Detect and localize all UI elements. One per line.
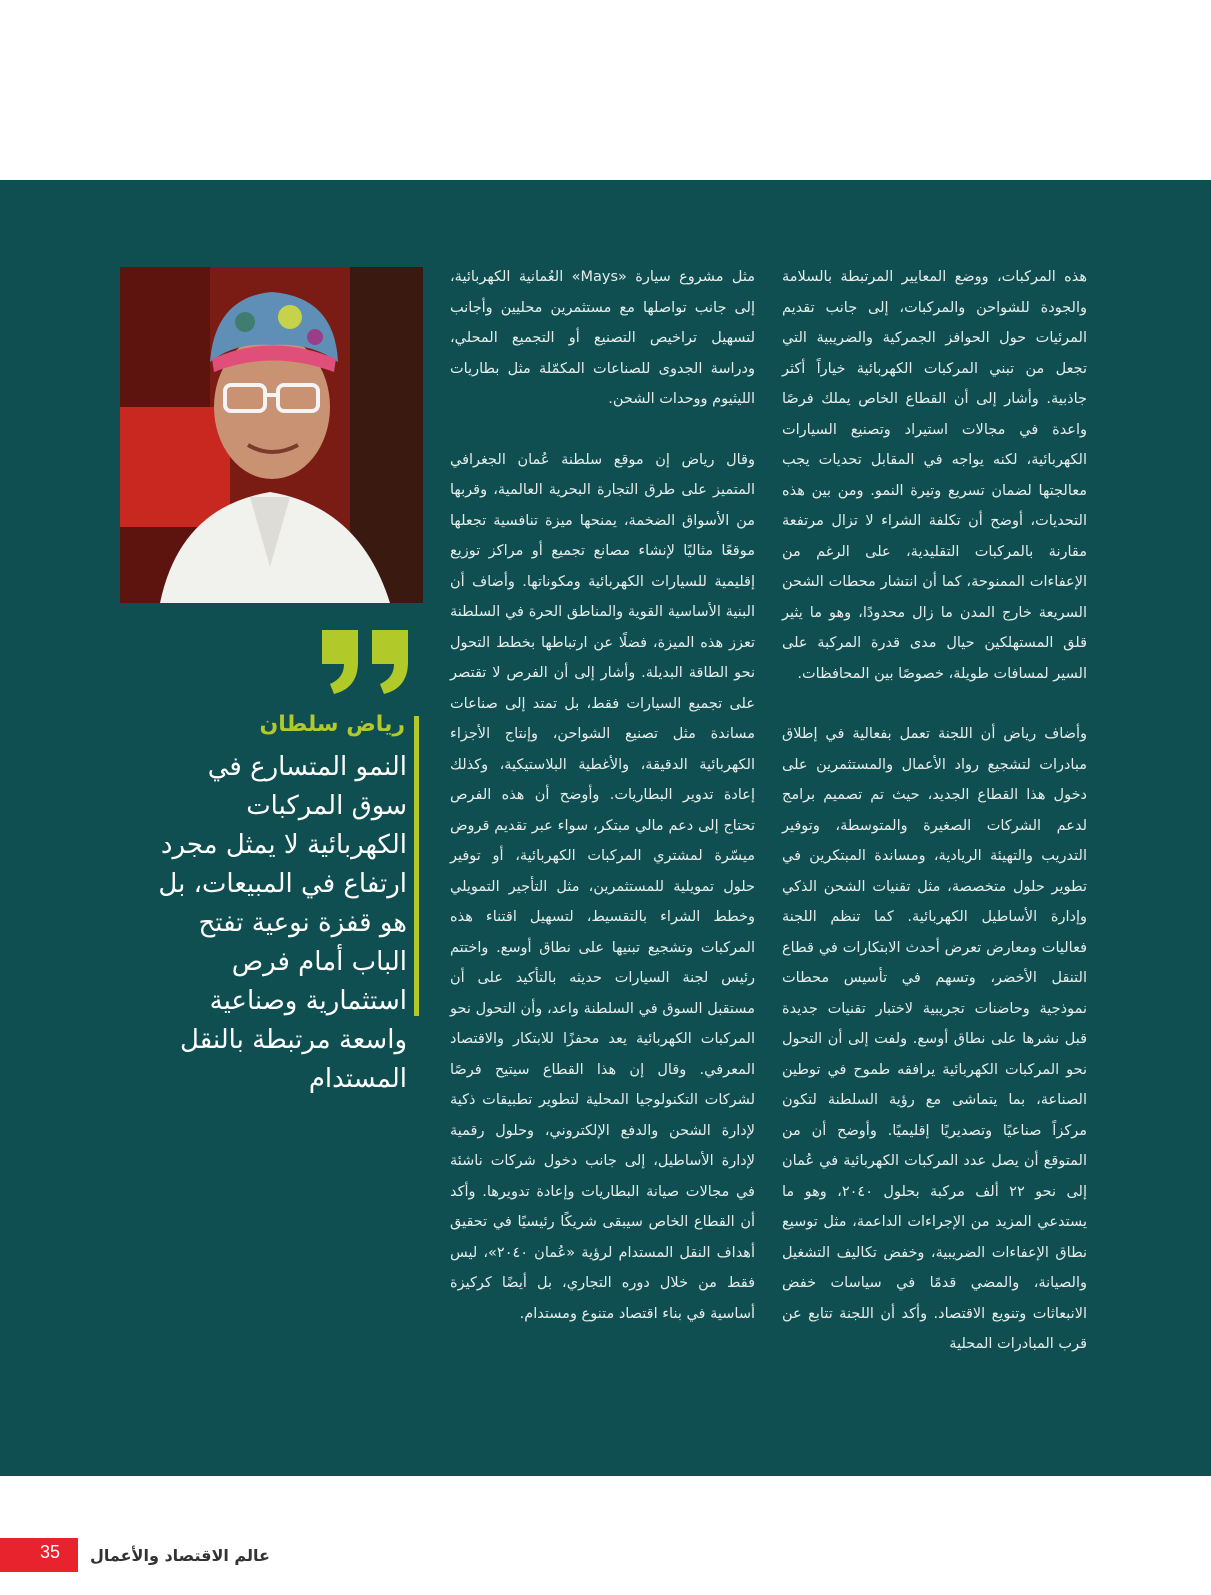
article-column-right <box>782 262 1087 1390</box>
quote-author: رياض سلطان <box>259 712 405 737</box>
article-paragraph: مثل مشروع سيارة «Mays» العُمانية الكهربائية، إلى جانب تواصلها مع مستثمرين محليين وأجانب لتسهيل تراخيص التصنيع أو التجميع المحلي، ودراسة الجدوى للصناعات المكمّلة مثل بطاريات الليثيوم ووحدات الشحن. <box>450 269 755 407</box>
article-paragraph: هذه المركبات، ووضع المعايير المرتبطة بالسلامة والجودة للشواحن والمركبات، إلى جانب تقديم المرئيات حول الحوافز الجمركية والضريبية التي تجعل من تبني المركبات الكهربائية خياراً أكثر جاذبية. وأشار إلى أن القطاع الخاص يملك فرصًا واعدة في مجالات استيراد وتصنيع السيارات الكهربائية، لكنه يواجه في المقابل تحديات يجب معالجتها لضمان تسريع وتيرة النمو. ومن بين هذه التحديات، أوضح أن تكلفة الشراء لا تزال مرتفعة مقارنة بالمركبات التقليدية، على الرغم من الإعفاءات الممنوحة، كما أن انتشار محطات الشحن السريعة خارج المدن ما زال محدودًا، وهو ما يثير قلق المستهلكين حيال مدى قدرة المركبة على السير لمسافات طويلة، خصوصًا بين المحافظات. <box>782 269 1087 682</box>
portrait-photo <box>120 267 423 603</box>
footer-page-tab <box>0 1538 78 1572</box>
quote-mark-icon <box>322 620 412 700</box>
article-paragraph: وأضاف رياض أن اللجنة تعمل بفعالية في إطلاق مبادرات لتشجيع رواد الأعمال والمستثمرين على دخول هذا القطاع الجديد، حيث تم تصميم برامج لدعم الشركات الصغيرة والمتوسطة، وتوفير التدريب والتهيئة الريادية، ومساندة المبتكرين في تطوير حلول متخصصة، مثل تقنيات الشحن الذكي وإدارة الأساطيل الكهربائية. كما تنظم اللجنة فعاليات ومعارض تعرض أحدث الابتكارات في قطاع التنقل الأخضر، وتسهم في تأسيس محطات نموذجية وحاضنات تجريبية لاختبار تقنيات جديدة قبل نشرها على نطاق أوسع. ولفت إلى أن التحول نحو المركبات الكهربائية يرافقه طموح في توطين الصناعة، بما يتماشى مع رؤية السلطنة لتكون مركزاً صناعيًا وتصديريًا إقليميًا. وأوضح أن من المتوقع أن يصل عدد المركبات الكهربائية في عُمان إلى نحو ٢٢ ألف مركبة بحلول ٢٠٤٠، وهو ما يستدعي المزيد من الإجراءات الداعمة، مثل توسيع نطاق الإعفاءات الضريبية، وخفض تكاليف التشغيل والصيانة، والمضي قدمًا في سياسات خفض الانبعاثات وتنويع الاقتصاد. وأكد أن اللجنة تتابع عن قرب المبادرات المحلية <box>782 726 1087 1352</box>
magazine-name: عالم الاقتصاد والأعمال <box>90 1546 270 1565</box>
article-paragraph: وقال رياض إن موقع سلطنة عُمان الجغرافي المتميز على طرق التجارة البحرية العالمية، وقربها من الأسواق الضخمة، يمنحها ميزة تنافسية تجعلها موقعًا مثاليًا لإنشاء مصانع تجميع أو مراكز توزيع إقليمية للسيارات الكهربائية ومكوناتها. وأضاف أن البنية الأساسية القوية والمناطق الحرة في السلطنة تعزز هذه الميزة، فضلًا عن ارتباطها بخطط التحول نحو الطاقة البديلة. وأشار إلى أن الفرص لا تقتصر على تجميع السيارات فقط، بل تمتد إلى صناعات مساندة مثل تصنيع الشواحن، وإنتاج الأجزاء الكهربائية الدقيقة، والأغطية البلاستيكية، وكذلك إعادة تدوير البطاريات. وأوضح أن هذه الفرص تحتاج إلى دعم مالي مبتكر، سواء عبر تقديم قروض ميسّرة لمشتري المركبات الكهربائية، أو توفير حلول تمويلية للمستثمرين، مثل التأجير التمويلي وخطط الشراء بالتقسيط، لتسهيل اقتناء هذه المركبات وتشجيع تبنيها على نطاق أوسع. واختتم رئيس لجنة السيارات حديثه بالتأكيد على أن مستقبل السوق في السلطنة واعد، وأن التحول نحو المركبات الكهربائية يعد محفزًا للابتكار والاقتصاد المعرفي. وقال إن هذا القطاع سيتيح فرصًا لشركات التكنولوجيا المحلية لتطوير تطبيقات ذكية لإدارة الشحن والدفع الإلكتروني، وحلول رقمية لإدارة الأساطيل، إلى جانب دخول شركات ناشئة في مجالات صيانة البطاريات وإعادة تدويرها. وأكد أن القطاع الخاص سيبقى شريكًا رئيسيًا في تحقيق أهداف النقل المستدام لرؤية «عُمان ٢٠٤٠»، ليس فقط من خلال دوره التجاري، بل أيضًا كركيزة أساسية في بناء اقتصاد متنوع ومستدام. <box>450 451 755 1322</box>
portrait-illustration <box>120 267 423 603</box>
article-column-middle <box>450 262 755 1359</box>
page-number: 35 <box>40 1542 61 1562</box>
pull-quote: النمو المتسارع في سوق المركبات الكهربائية لا يمثل مجرد ارتفاع في المبيعات، بل هو قفزة نوعية تفتح الباب أمام فرص استثمارية وصناعية واسعة مرتبطة بالنقل المستدام <box>158 752 407 1094</box>
quote-accent-bar <box>414 716 419 1016</box>
